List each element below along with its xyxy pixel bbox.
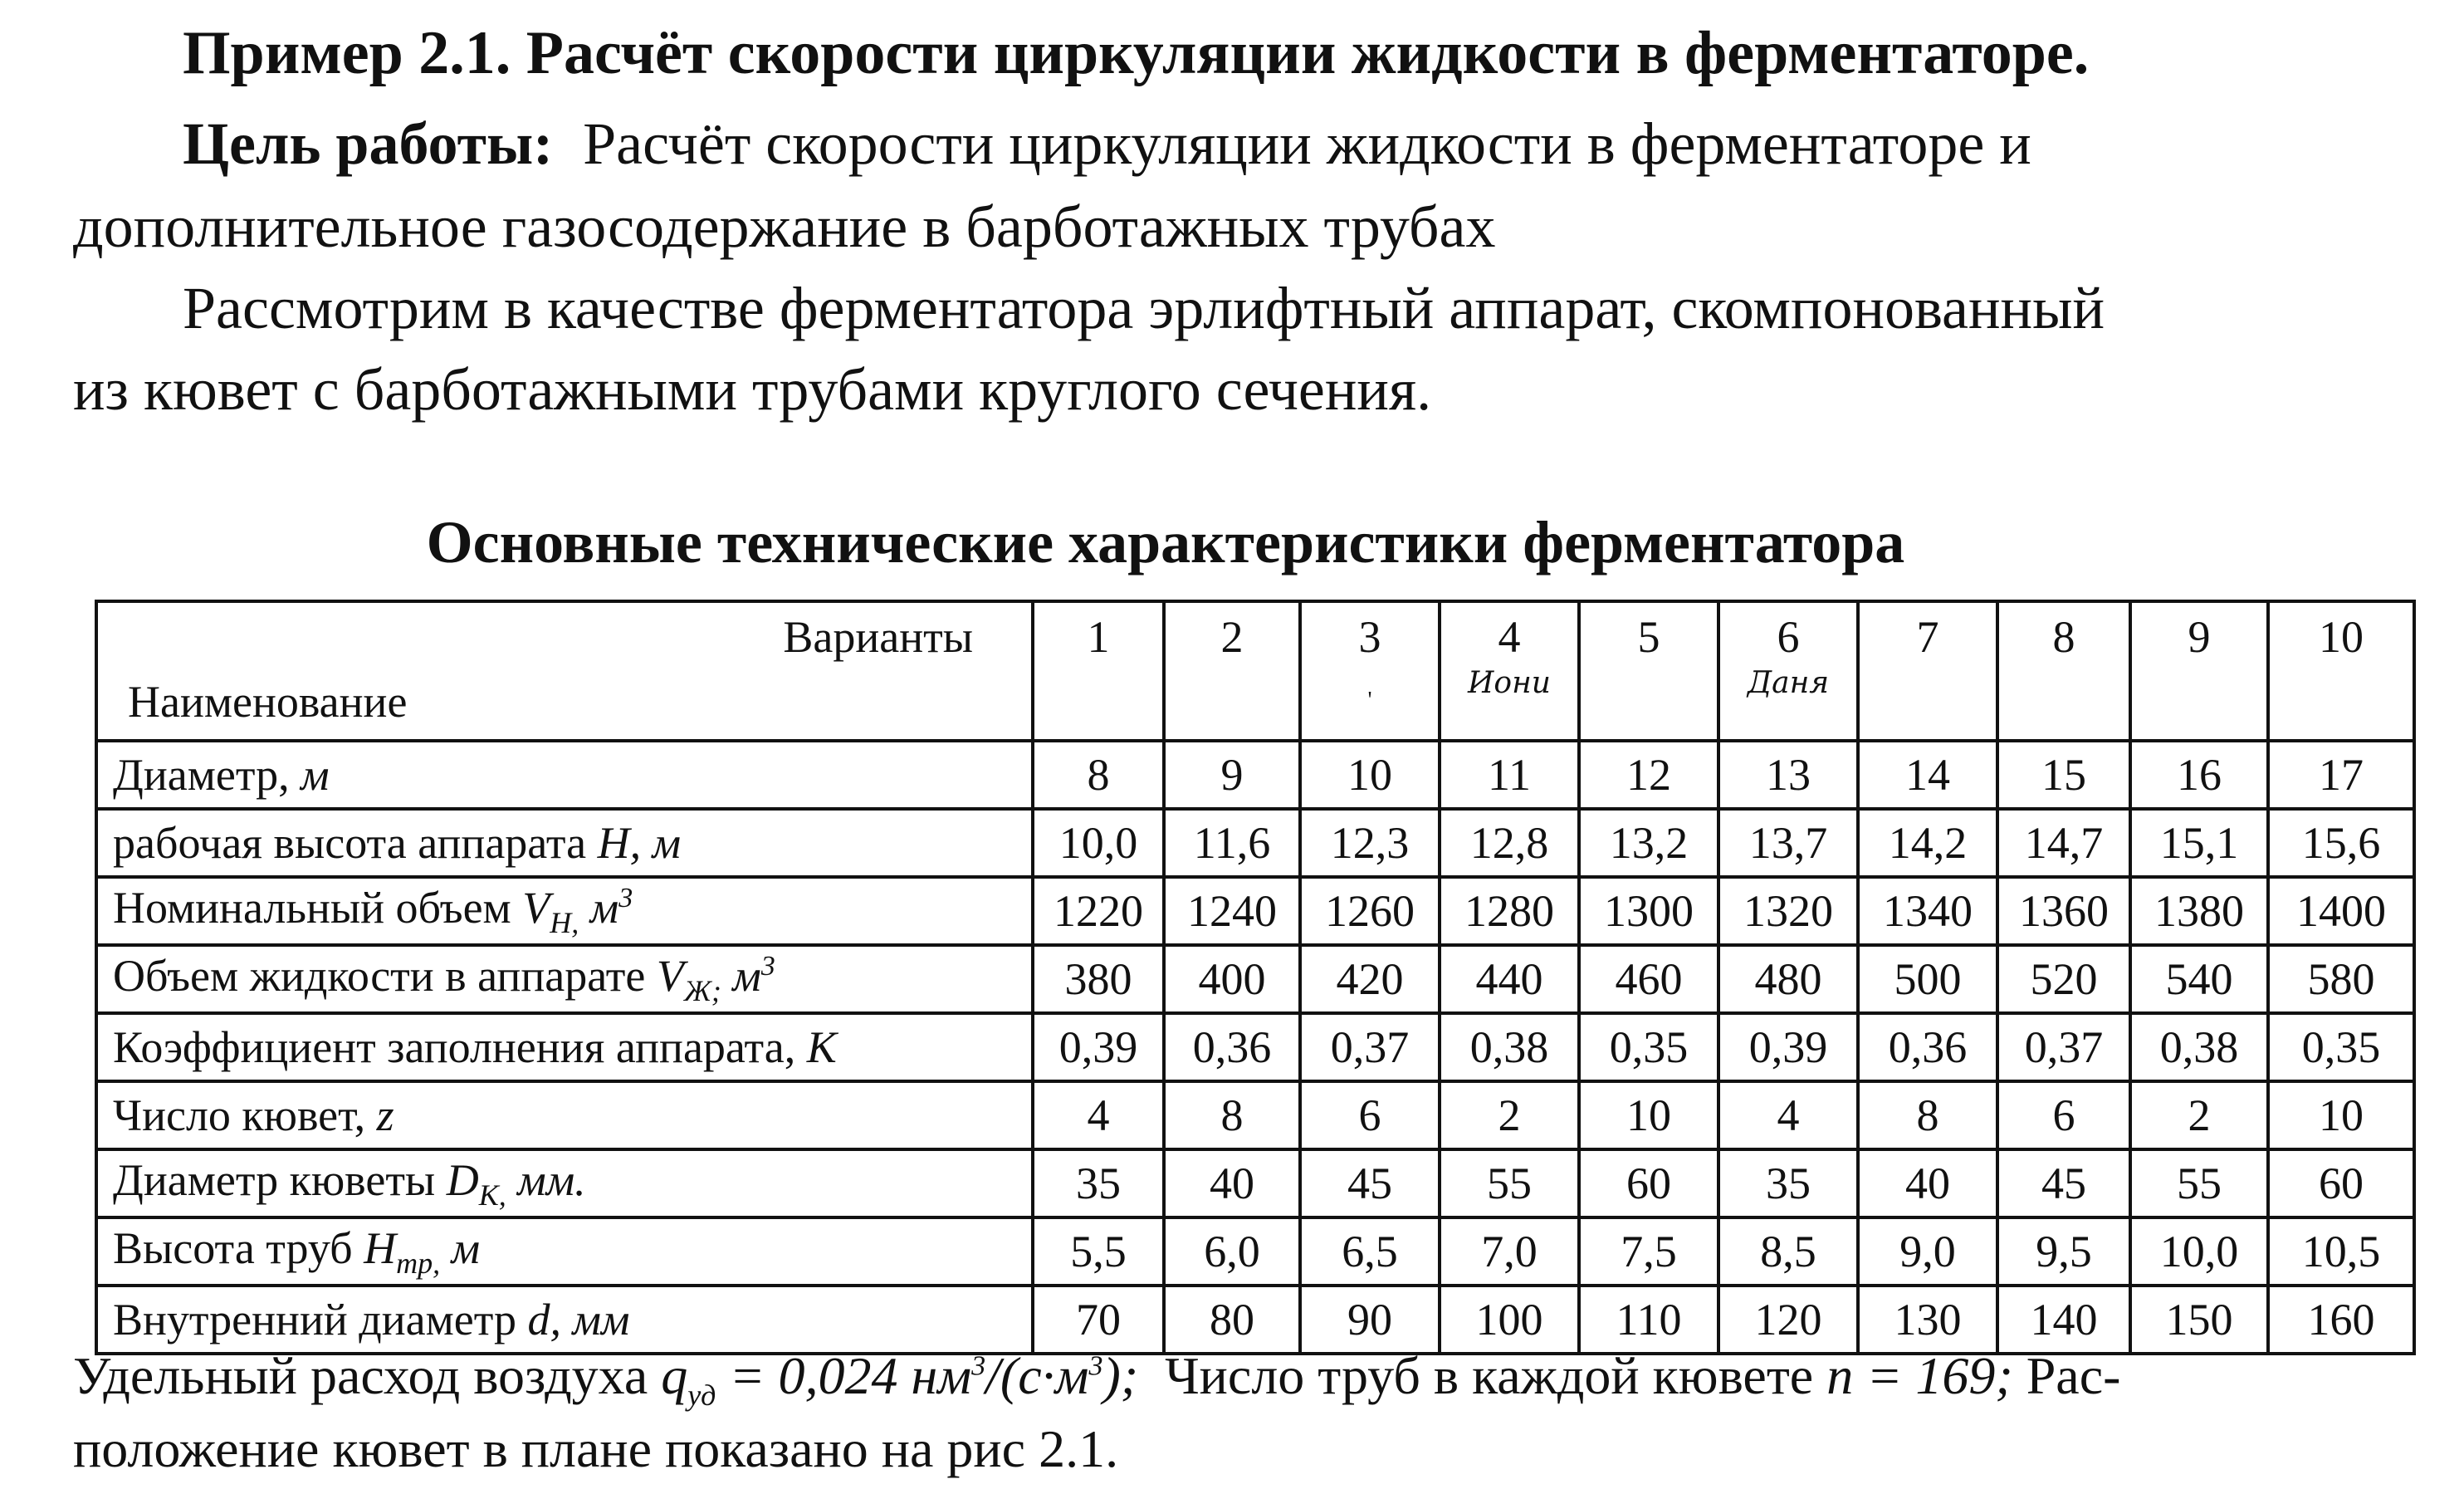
value-cell: 5,5 [1033,1217,1164,1286]
variant-header: 7 [1858,601,1997,741]
value-cell: 520 [1997,945,2130,1013]
row-name-cell: Номинальный объем $V_{H,}$ $м^3$ [96,877,1033,945]
variant-header: 9 [2130,601,2268,741]
value-cell: 460 [1579,945,1718,1013]
goal-label: Цель работы: [183,110,554,177]
row-name-cell: Высота труб $H_{тр,}$ м [96,1217,1033,1286]
value-cell: 420 [1300,945,1440,1013]
value-cell: 0,36 [1858,1013,1997,1081]
value-cell: 1260 [1300,877,1440,945]
handwritten-note-v6: Даня [1747,666,1830,700]
footer-continued: Рас- [2026,1346,2121,1405]
spec-table [95,600,2416,1355]
value-cell: 6,5 [1300,1217,1440,1286]
example-title: Пример 2.1. Расчёт скорости циркуляции жидкости в ферментаторе. [183,19,2090,87]
handwritten-note-v4: Иони [1468,666,1551,700]
variant-header: 3 ' [1300,601,1440,741]
goal-text-line1: Расчёт скорости циркуляции жидкости в ферментаторе и [583,110,2031,177]
variant-header: 10 [2268,601,2414,741]
footer-air-label: Удельный расход воздуха [73,1346,648,1405]
value-cell: 1280 [1440,877,1579,945]
value-cell: 1340 [1858,877,1997,945]
value-cell: 60 [2268,1149,2414,1217]
value-cell: 10 [2268,1081,2414,1149]
variant-header: 2 [1164,601,1300,741]
value-cell: 70 [1033,1286,1164,1354]
table-title: Основные технические характеристики ферментатора [426,509,1905,576]
value-cell: 0,37 [1997,1013,2130,1081]
value-cell: 1400 [2268,877,2414,945]
table-row [96,809,2414,877]
value-cell: 540 [2130,945,2268,1013]
row-name-cell: Внутренний диаметр d, мм [96,1286,1033,1354]
table-row [96,877,2414,945]
value-cell: 16 [2130,741,2268,809]
value-cell: 8 [1858,1081,1997,1149]
value-cell: 14 [1858,741,1997,809]
value-cell: 380 [1033,945,1164,1013]
value-cell: 7,5 [1579,1217,1718,1286]
footer-line2: положение кювет в плане показано на рис 2.1. [73,1419,1119,1478]
value-cell: 400 [1164,945,1300,1013]
value-cell: 11,6 [1164,809,1300,877]
value-cell: 130 [1858,1286,1997,1354]
table-row [96,1286,2414,1354]
value-cell: 10,5 [2268,1217,2414,1286]
value-cell: 12,3 [1300,809,1440,877]
value-cell: 160 [2268,1286,2414,1354]
table-header-row [96,601,2414,741]
goal-text-line2: дополнительное газосодержание в барботажных трубах [73,193,1496,260]
value-cell: 12,8 [1440,809,1579,877]
value-cell: 90 [1300,1286,1440,1354]
value-cell: 11 [1440,741,1579,809]
footer-tubes-label: Число труб в каждой кювете [1165,1346,1814,1405]
row-name-cell: Число кювет, z [96,1081,1033,1149]
row-name-cell: Диаметр кюветы $D_{K,}$ мм. [96,1149,1033,1217]
value-cell: 150 [2130,1286,2268,1354]
row-name-cell: рабочая высота аппарата H, м [96,809,1033,877]
value-cell: 0,38 [2130,1013,2268,1081]
value-cell: 580 [2268,945,2414,1013]
value-cell: 1320 [1718,877,1858,945]
value-cell: 140 [1997,1286,2130,1354]
value-cell: 0,39 [1033,1013,1164,1081]
variants-label: Варианты [783,612,973,662]
table-row [96,1217,2414,1286]
value-cell: 55 [2130,1149,2268,1217]
table-row [96,741,2414,809]
value-cell: 10,0 [1033,809,1164,877]
value-cell: 0,35 [1579,1013,1718,1081]
value-cell: 14,2 [1858,809,1997,877]
table-row [96,945,2414,1013]
value-cell: 0,39 [1718,1013,1858,1081]
intro-text-line1: Рассмотрим в качестве ферментатора эрлифтный аппарат, скомпонованный [183,275,2105,341]
value-cell: 60 [1579,1149,1718,1217]
value-cell: 15,1 [2130,809,2268,877]
value-cell: 15 [1997,741,2130,809]
value-cell: 40 [1164,1149,1300,1217]
value-cell: 15,6 [2268,809,2414,877]
value-cell: 100 [1440,1286,1579,1354]
value-cell: 0,38 [1440,1013,1579,1081]
footer-n-value: n = 169; [1826,1346,2013,1405]
value-cell: 10 [1579,1081,1718,1149]
value-cell: 6 [1997,1081,2130,1149]
value-cell: 2 [1440,1081,1579,1149]
value-cell: 9,0 [1858,1217,1997,1286]
name-label: Наименование [128,677,408,727]
value-cell: 7,0 [1440,1217,1579,1286]
value-cell: 0,35 [2268,1013,2414,1081]
footer-q-symbol: $q_{уд} = 0,024$ $нм^3/(с\cdot м^3)$; [661,1346,1139,1412]
goal-paragraph-line1 [183,110,2031,179]
value-cell: 2 [2130,1081,2268,1149]
variant-header: 6 Даня [1718,601,1858,741]
value-cell: 45 [1300,1149,1440,1217]
row-name-cell: Коэффициент заполнения аппарата, K [96,1013,1033,1081]
footer-line1 [73,1345,2120,1413]
value-cell: 55 [1440,1149,1579,1217]
variant-header: 4 Иони [1440,601,1579,741]
value-cell: 12 [1579,741,1718,809]
value-cell: 17 [2268,741,2414,809]
value-cell: 10 [1300,741,1440,809]
value-cell: 440 [1440,945,1579,1013]
value-cell: 1360 [1997,877,2130,945]
value-cell: 45 [1997,1149,2130,1217]
value-cell: 14,7 [1997,809,2130,877]
row-name-cell: Объем жидкости в аппарате $V_{Ж;}$ $м^3$ [96,945,1033,1013]
table-row [96,1081,2414,1149]
variant-header: 5 [1579,601,1718,741]
value-cell: 13 [1718,741,1858,809]
value-cell: 10,0 [2130,1217,2268,1286]
row-name-cell: Диаметр, м [96,741,1033,809]
variant-header: 1 [1033,601,1164,741]
value-cell: 500 [1858,945,1997,1013]
value-cell: 8 [1033,741,1164,809]
value-cell: 1240 [1164,877,1300,945]
table-row [96,1149,2414,1217]
value-cell: 0,37 [1300,1013,1440,1081]
value-cell: 1300 [1579,877,1718,945]
value-cell: 1220 [1033,877,1164,945]
value-cell: 80 [1164,1286,1300,1354]
value-cell: 9,5 [1997,1217,2130,1286]
value-cell: 120 [1718,1286,1858,1354]
value-cell: 4 [1033,1081,1164,1149]
value-cell: 9 [1164,741,1300,809]
value-cell: 0,36 [1164,1013,1300,1081]
intro-text-line2: из кювет с барботажными трубами круглого сечения. [73,356,1432,423]
header-name-cell [96,601,1033,741]
value-cell: 480 [1718,945,1858,1013]
value-cell: 13,7 [1718,809,1858,877]
value-cell: 35 [1033,1149,1164,1217]
value-cell: 6 [1300,1081,1440,1149]
tick-mark: ' [1367,688,1372,713]
value-cell: 35 [1718,1149,1858,1217]
value-cell: 40 [1858,1149,1997,1217]
table-row [96,1013,2414,1081]
value-cell: 13,2 [1579,809,1718,877]
value-cell: 8,5 [1718,1217,1858,1286]
value-cell: 4 [1718,1081,1858,1149]
value-cell: 6,0 [1164,1217,1300,1286]
value-cell: 1380 [2130,877,2268,945]
value-cell: 8 [1164,1081,1300,1149]
value-cell: 110 [1579,1286,1718,1354]
variant-header: 8 [1997,601,2130,741]
